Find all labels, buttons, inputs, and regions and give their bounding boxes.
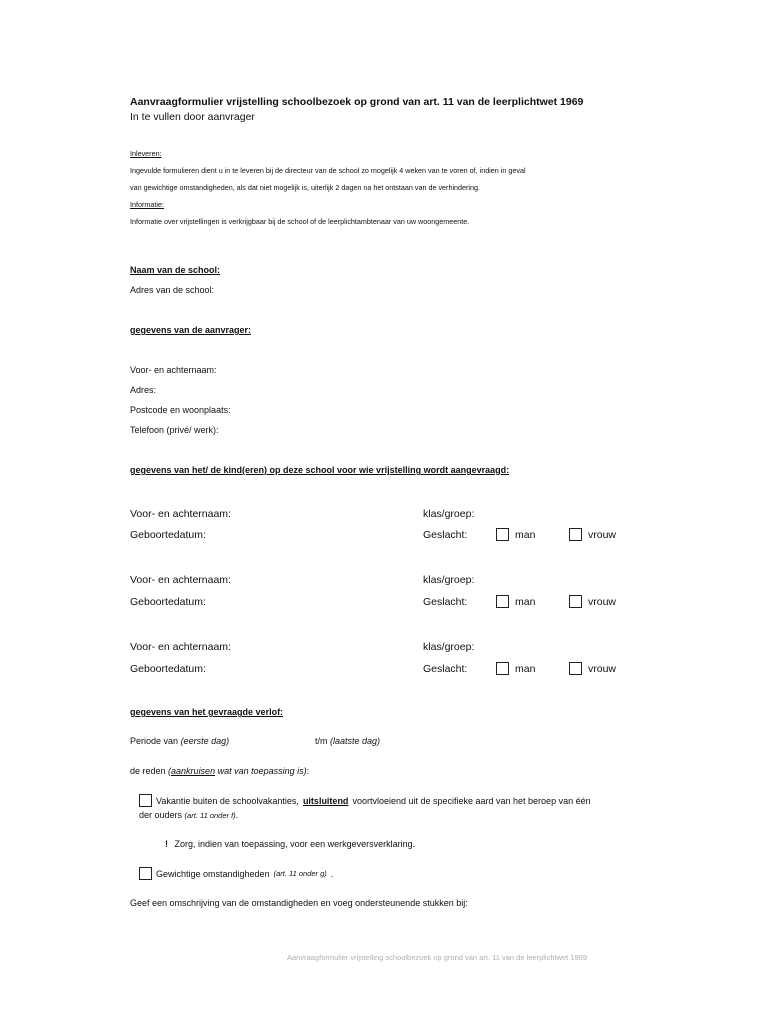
reason-suffix: wat van toepassing is) [217, 766, 307, 776]
female-label: vrouw [588, 528, 617, 541]
warning-icon: ! [165, 839, 168, 849]
child-1-birth-label: Geboortedatum: [130, 529, 206, 541]
female-label: vrouw [588, 662, 617, 675]
child-2-birth-label: Geboortedatum: [130, 596, 206, 608]
option-vacation[interactable] [139, 794, 591, 807]
child-3-class-label: klas/groep: [423, 641, 475, 653]
option-vacation-line-2 [139, 810, 238, 820]
description-label: Geef een omschrijving van de omstandigheden en voeg ondersteunende stukken bij: [130, 898, 468, 908]
option-vacation-ref: (art. 11 onder f) [184, 811, 236, 820]
reason-colon: : [306, 766, 310, 776]
until-row [315, 736, 380, 746]
applicant-phone-label: Telefoon (privé/ werk): [130, 425, 219, 435]
child-3-name-label: Voor- en achternaam: [130, 641, 231, 653]
child-1-male-option[interactable] [496, 528, 535, 541]
applicant-name-label: Voor- en achternaam: [130, 365, 217, 375]
child-3-female-option[interactable] [569, 662, 616, 675]
checkbox-icon[interactable] [139, 794, 152, 807]
reason-check: (aankruisen [168, 766, 216, 776]
male-label: man [515, 528, 536, 541]
checkbox-icon[interactable] [569, 662, 582, 675]
first-day-label: (eerste dag) [180, 736, 230, 746]
option-circumstances-text: Gewichtige omstandigheden [156, 868, 270, 879]
option-circumstances-end: . [330, 868, 334, 879]
form-subtitle: In te vullen door aanvrager [130, 111, 255, 123]
child-1-female-option[interactable] [569, 528, 616, 541]
child-1-class-label: klas/groep: [423, 508, 475, 520]
child-3-birth-label: Geboortedatum: [130, 663, 206, 675]
period-prefix: Periode van [130, 736, 179, 746]
option-vacation-bold: uitsluitend [302, 795, 349, 806]
checkbox-icon[interactable] [496, 662, 509, 675]
checkbox-icon[interactable] [139, 867, 152, 880]
reason-prefix: de reden [130, 766, 166, 776]
child-1-gender-label: Geslacht: [423, 529, 468, 541]
school-address-label: Adres van de school: [130, 285, 215, 295]
last-day-label: (laatste dag) [330, 736, 381, 746]
male-label: man [515, 662, 536, 675]
reason-row [130, 766, 309, 776]
checkbox-icon[interactable] [569, 595, 582, 608]
child-2-class-label: klas/groep: [423, 574, 475, 586]
informatie-heading: Informatie: [130, 200, 164, 209]
child-3-male-option[interactable] [496, 662, 535, 675]
option-circumstances[interactable] [139, 867, 333, 880]
applicant-heading: gegevens van de aanvrager: [130, 325, 252, 335]
option-vacation-line-2-text: der ouders [139, 810, 183, 820]
children-heading: gegevens van het/ de kind(eren) op deze school voor wie vrijstelling wordt aangevraagd: [130, 465, 510, 475]
applicant-postcode-label: Postcode en woonplaats: [130, 405, 231, 415]
period-row [130, 736, 229, 746]
form-title: Aanvraagformulier vrijstelling schoolbezoek op grond van art. 11 van de leerplichtwet 1969 [130, 96, 584, 108]
applicant-address-label: Adres: [130, 385, 157, 395]
note-row [165, 839, 415, 849]
option-vacation-text-1: Vakantie buiten de schoolvakanties, [156, 795, 299, 806]
inleveren-line-1: Ingevulde formulieren dient u in te leveren bij de directeur van de school zo mogelijk 4 weken van te voren of, indien in geval [130, 166, 526, 175]
checkbox-icon[interactable] [496, 595, 509, 608]
child-2-male-option[interactable] [496, 595, 535, 608]
inleveren-line-2: van gewichtige omstandigheden, als dat niet mogelijk is, uiterlijk 2 dagen na het ontstaan van de verhindering. [130, 183, 481, 192]
note-text: Zorg, indien van toepassing, voor een werkgeversverklaring. [174, 839, 416, 849]
option-circumstances-ref: (art. 11 onder g) [273, 869, 327, 878]
checkbox-icon[interactable] [569, 528, 582, 541]
option-vacation-end: . [235, 810, 239, 820]
option-vacation-text-2: voortvloeiend uit de specifieke aard van het beroep van één [352, 795, 591, 806]
inleveren-heading: Inleveren: [130, 149, 162, 158]
child-2-gender-label: Geslacht: [423, 596, 468, 608]
female-label: vrouw [588, 595, 617, 608]
child-2-female-option[interactable] [569, 595, 616, 608]
checkbox-icon[interactable] [496, 528, 509, 541]
school-name-label: Naam van de school: [130, 265, 221, 275]
child-1-name-label: Voor- en achternaam: [130, 508, 231, 520]
child-2-name-label: Voor- en achternaam: [130, 574, 231, 586]
page-footer: Aanvraagformulier vrijstelling schoolbezoek op grond van art. 11 van de leerplichtwet 1969 [287, 953, 588, 962]
male-label: man [515, 595, 536, 608]
informatie-line: Informatie over vrijstellingen is verkrijgbaar bij de school of de leerplichtambtenaar van uw woongemeente. [130, 217, 470, 226]
until-prefix: t/m [315, 736, 328, 746]
leave-heading: gegevens van het gevraagde verlof: [130, 707, 284, 717]
child-3-gender-label: Geslacht: [423, 663, 468, 675]
